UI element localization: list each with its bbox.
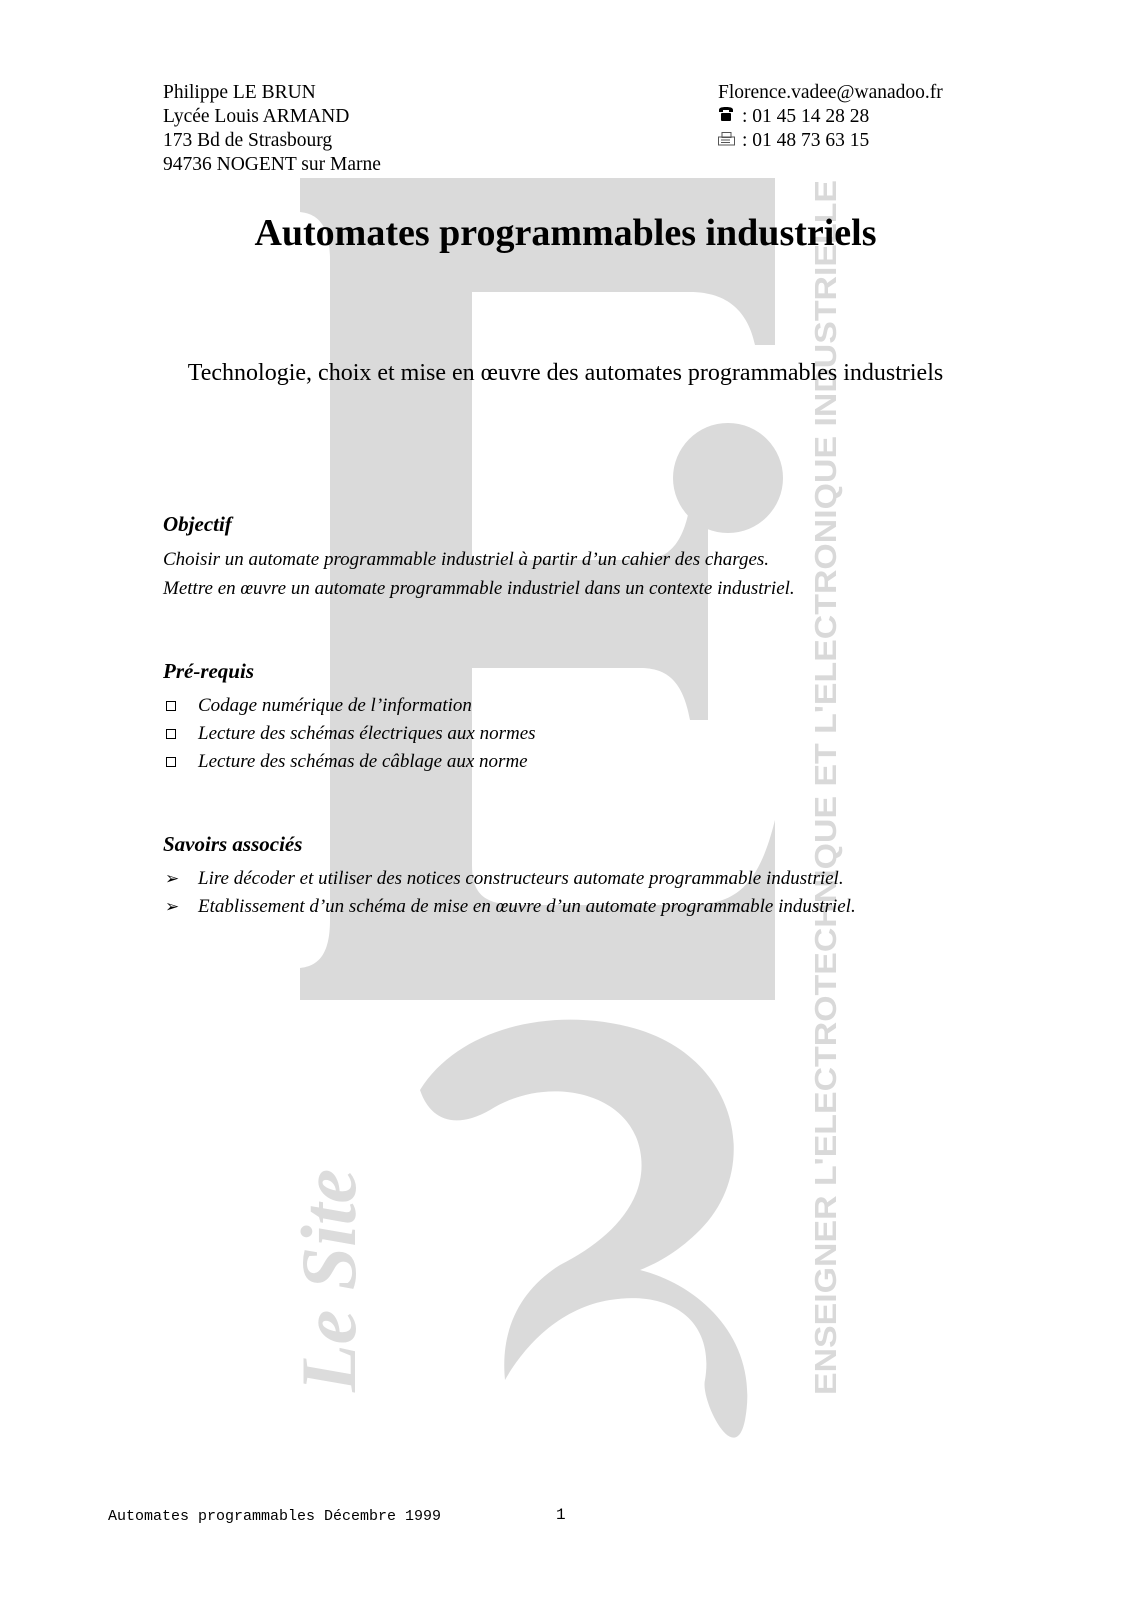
list-item-text: Lire décoder et utiliser des notices constructeurs automate programmable industriel. [198, 868, 844, 889]
fax-row [718, 129, 943, 153]
list-item [163, 865, 983, 893]
arrow-bullet-icon: ➢ [165, 897, 180, 916]
checkbox-bullet-icon [163, 757, 198, 767]
objectif-line: Choisir un automate programmable industriel à partir d’un cahier des charges. [163, 549, 770, 570]
objectif-heading: Objectif [163, 512, 232, 536]
author-name: Philippe LE BRUN [163, 82, 316, 103]
fax-number: : 01 48 73 63 15 [742, 130, 870, 151]
list-item-text: Lecture des schémas électriques aux normes [198, 723, 536, 744]
prerequis-heading: Pré-requis [163, 659, 254, 683]
footer-text: Automates programmables Décembre 1999 [108, 1508, 442, 1525]
watermark-le-site-text: Le Site [285, 1168, 372, 1392]
watermark-vertical-text: ENSEIGNER L'ELECTROTECHNIQUE ET L'ELECTRONIQUE INDUSTRIELLE [808, 283, 843, 1395]
objectif-section [163, 511, 983, 603]
list-item [163, 893, 983, 921]
author-address-block [163, 81, 381, 177]
city-address: 94736 NOGENT sur Marne [163, 154, 381, 175]
list-item-text: Lecture des schémas de câblage aux norme [198, 751, 528, 772]
fax-icon [718, 129, 738, 153]
list-item [163, 748, 983, 776]
list-item [163, 720, 983, 748]
objectif-line: Mettre en œuvre un automate programmable industriel dans un contexte industriel. [163, 578, 795, 599]
phone-number: : 01 45 14 28 28 [742, 106, 870, 127]
savoirs-heading: Savoirs associés [163, 832, 303, 856]
school-name: Lycée Louis ARMAND [163, 106, 350, 127]
arrow-bullet-icon: ➢ [165, 869, 180, 888]
email-address[interactable]: Florence.vadee@wanadoo.fr [718, 82, 943, 103]
checkbox-bullet-icon [163, 701, 198, 711]
street-address: 173 Bd de Strasbourg [163, 130, 333, 151]
prerequis-list [163, 692, 983, 776]
page-number: 1 [556, 1506, 566, 1524]
prerequis-section [163, 658, 983, 776]
list-item-text: Codage numérique de l’information [198, 695, 472, 716]
document-title: Automates programmables industriels [254, 212, 877, 254]
phone-row [718, 105, 943, 129]
contact-block [718, 81, 943, 153]
savoirs-section [163, 831, 983, 921]
document-subtitle: Technologie, choix et mise en œuvre des automates programmables industriels [187, 360, 944, 386]
telephone-icon [718, 105, 738, 129]
list-item [163, 692, 983, 720]
savoirs-list [163, 865, 983, 921]
checkbox-bullet-icon [163, 729, 198, 739]
list-item-text: Etablissement d’un schéma de mise en œuvre d’un automate programmable industriel. [198, 896, 856, 917]
